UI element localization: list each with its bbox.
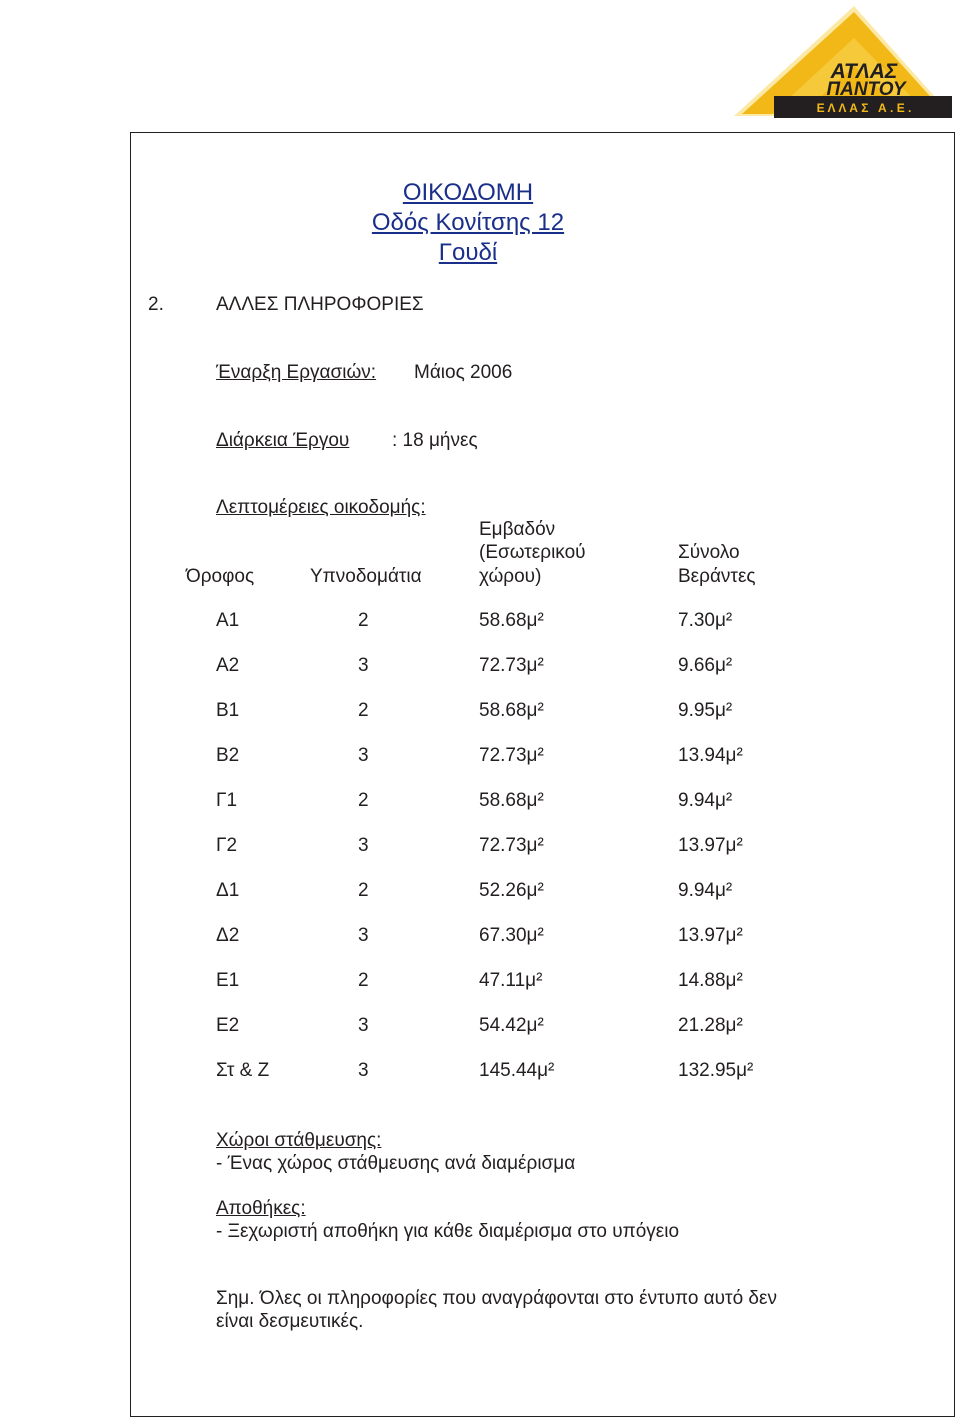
table-row (0, 610, 960, 634)
cell-area: 58.68μ² (479, 610, 544, 631)
cell-floor: Γ1 (216, 790, 238, 811)
cell-area: 58.68μ² (479, 700, 544, 721)
col-header-veranda-line1: Σύνολο (678, 542, 740, 563)
cell-floor: Δ1 (216, 880, 240, 901)
logo-line2: ΠΑΝΤΟΥ (826, 79, 906, 100)
duration-label: Διάρκεια Έργου (216, 430, 350, 451)
cell-rooms: 3 (358, 1060, 369, 1081)
page-title: ΟΙΚΟΔΟΜΗ (402, 179, 534, 206)
table-row (0, 745, 960, 769)
parking-label: Χώροι στάθμευσης: (216, 1130, 382, 1151)
duration-value: : 18 μήνες (392, 430, 478, 451)
cell-veranda: 13.97μ² (678, 925, 743, 946)
details-label: Λεπτομέρειες οικοδομής: (216, 497, 426, 518)
cell-floor: Α2 (216, 655, 240, 676)
cell-rooms: 3 (358, 835, 369, 856)
col-header-area-line2: (Εσωτερικού (479, 542, 586, 563)
cell-veranda: 14.88μ² (678, 970, 743, 991)
table-row (0, 970, 960, 994)
start-value: Μάιος 2006 (414, 362, 513, 383)
cell-floor: Β1 (216, 700, 240, 721)
cell-rooms: 2 (358, 970, 369, 991)
cell-area: 72.73μ² (479, 655, 544, 676)
cell-area: 54.42μ² (479, 1015, 544, 1036)
cell-floor: Ε2 (216, 1015, 240, 1036)
cell-area: 145.44μ² (479, 1060, 555, 1081)
cell-veranda: 13.94μ² (678, 745, 743, 766)
col-header-area-line3: χώρου) (479, 566, 542, 587)
cell-area: 47.11μ² (479, 970, 543, 991)
cell-floor: Ε1 (216, 970, 240, 991)
storage-text: - Ξεχωριστή αποθήκη για κάθε διαμέρισμα στο υπόγειο (216, 1221, 680, 1242)
parking-text: - Ένας χώρος στάθμευσης ανά διαμέρισμα (216, 1153, 576, 1174)
cell-area: 72.73μ² (479, 835, 544, 856)
cell-rooms: 2 (358, 610, 369, 631)
cell-floor: Α1 (216, 610, 240, 631)
section-title: ΑΛΛΕΣ ΠΛΗΡΟΦΟΡΙΕΣ (216, 294, 424, 315)
table-row (0, 655, 960, 679)
cell-veranda: 7.30μ² (678, 610, 733, 631)
address-line: Οδός Κονίτσης 12 (371, 209, 565, 236)
cell-veranda: 9.94μ² (678, 790, 733, 811)
cell-veranda: 21.28μ² (678, 1015, 743, 1036)
table-row (0, 835, 960, 859)
cell-veranda: 9.95μ² (678, 700, 733, 721)
storage-label: Αποθήκες: (216, 1198, 306, 1219)
cell-floor: Γ2 (216, 835, 238, 856)
cell-rooms: 3 (358, 745, 369, 766)
cell-rooms: 3 (358, 1015, 369, 1036)
cell-rooms: 3 (358, 655, 369, 676)
col-header-rooms: Υπνοδομάτια (310, 566, 422, 587)
section-number: 2. (148, 294, 164, 315)
area-line: Γουδί (438, 239, 498, 266)
cell-floor: Β2 (216, 745, 240, 766)
logo-line3: Ε Λ Λ Α Σ Α . Ε . (816, 101, 912, 115)
table-row (0, 925, 960, 949)
cell-rooms: 2 (358, 880, 369, 901)
table-row (0, 790, 960, 814)
logo-triangle-icon (732, 4, 954, 120)
company-logo (732, 4, 954, 120)
cell-veranda: 9.66μ² (678, 655, 733, 676)
cell-rooms: 2 (358, 700, 369, 721)
cell-rooms: 2 (358, 790, 369, 811)
logo-line1: ΑΤΛΑΣ (830, 60, 898, 83)
cell-veranda: 13.97μ² (678, 835, 743, 856)
col-header-floor: Όροφος (186, 566, 255, 587)
cell-area: 52.26μ² (479, 880, 544, 901)
note-line1: Σημ. Όλες οι πληροφορίες που αναγράφονται στο έντυπο αυτό δεν (216, 1288, 777, 1309)
table-row (0, 700, 960, 724)
col-header-veranda-line2: Βεράντες (678, 566, 756, 587)
table-row (0, 1015, 960, 1039)
cell-veranda: 9.94μ² (678, 880, 733, 901)
cell-area: 72.73μ² (479, 745, 544, 766)
cell-floor: Στ & Ζ (216, 1060, 270, 1081)
cell-area: 67.30μ² (479, 925, 544, 946)
cell-floor: Δ2 (216, 925, 240, 946)
start-label: Έναρξη Εργασιών: (216, 362, 377, 383)
col-header-area-line1: Εμβαδόν (479, 519, 556, 540)
cell-area: 58.68μ² (479, 790, 544, 811)
cell-rooms: 3 (358, 925, 369, 946)
table-row (0, 880, 960, 904)
note-line2: είναι δεσμευτικές. (216, 1311, 364, 1332)
cell-veranda: 132.95μ² (678, 1060, 754, 1081)
table-row (0, 1060, 960, 1084)
